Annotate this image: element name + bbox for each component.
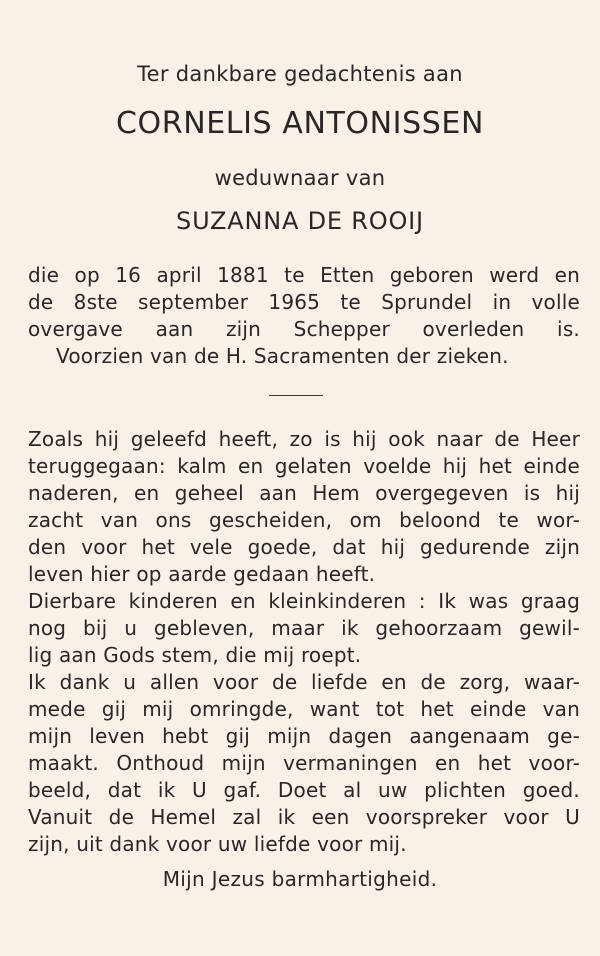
dedication-intro: Ter dankbare gedachtenis aan (137, 62, 463, 86)
farewell-line: lig aan Gods stem, die mij roept. (28, 643, 362, 667)
farewell-line: nog bij u gebleven, maar ik gehoorzaam gewil- (28, 616, 580, 640)
relation-label: weduwnaar van (214, 166, 386, 190)
farewell-line: mede gij mij omringde, want tot het einde van (28, 697, 580, 721)
farewell-line: Dierbare kinderen en kleinkinderen : Ik was graag (28, 589, 580, 613)
farewell-line: teruggegaan: kalm en gelaten voelde hij het einde (28, 454, 580, 478)
deceased-name: CORNELIS ANTONISSEN (115, 106, 485, 141)
farewell-line: Zoals hij geleefd heeft, zo is hij ook naar de Heer (28, 427, 580, 451)
farewell-line: mijn leven hebt gij mijn dagen aangenaam ge- (28, 724, 580, 748)
farewell-line: naderen, en geheel aan Hem overgegeven is hij (28, 481, 580, 505)
spouse-name: SUZANNA DE ROOIJ (176, 207, 424, 235)
farewell-line: leven hier op aarde gedaan heeft. (28, 562, 376, 586)
farewell-line: Ik dank u allen voor de liefde en de zorg, waar- (28, 670, 580, 694)
vitals-line: de 8ste september 1965 te Sprundel in volle (28, 290, 580, 314)
vitals-paragraph (28, 262, 580, 370)
farewell-line: zijn, uit dank voor uw liefde voor mij. (28, 832, 407, 856)
farewell-line: Vanuit de Hemel zal ik een voorspreker voor U (28, 805, 580, 829)
farewell-paragraph (28, 426, 580, 858)
farewell-line: beeld, dat ik U gaf. Doet al uw plichten goed. (28, 778, 580, 802)
vitals-line: Voorzien van de H. Sacramenten der zieken. (56, 344, 509, 368)
closing-prayer: Mijn Jezus barmhartigheid. (162, 867, 438, 891)
vitals-line: overgave aan zijn Schepper overleden is. (28, 317, 580, 341)
vitals-line: die op 16 april 1881 te Etten geboren werd en (28, 263, 580, 287)
section-divider (269, 395, 323, 396)
farewell-line: maakt. Onthoud mijn vermaningen en het voor- (28, 751, 580, 775)
farewell-line: den voor het vele goede, dat hij gedurende zijn (28, 535, 580, 559)
farewell-line: zacht van ons gescheiden, om beloond te wor- (28, 508, 580, 532)
